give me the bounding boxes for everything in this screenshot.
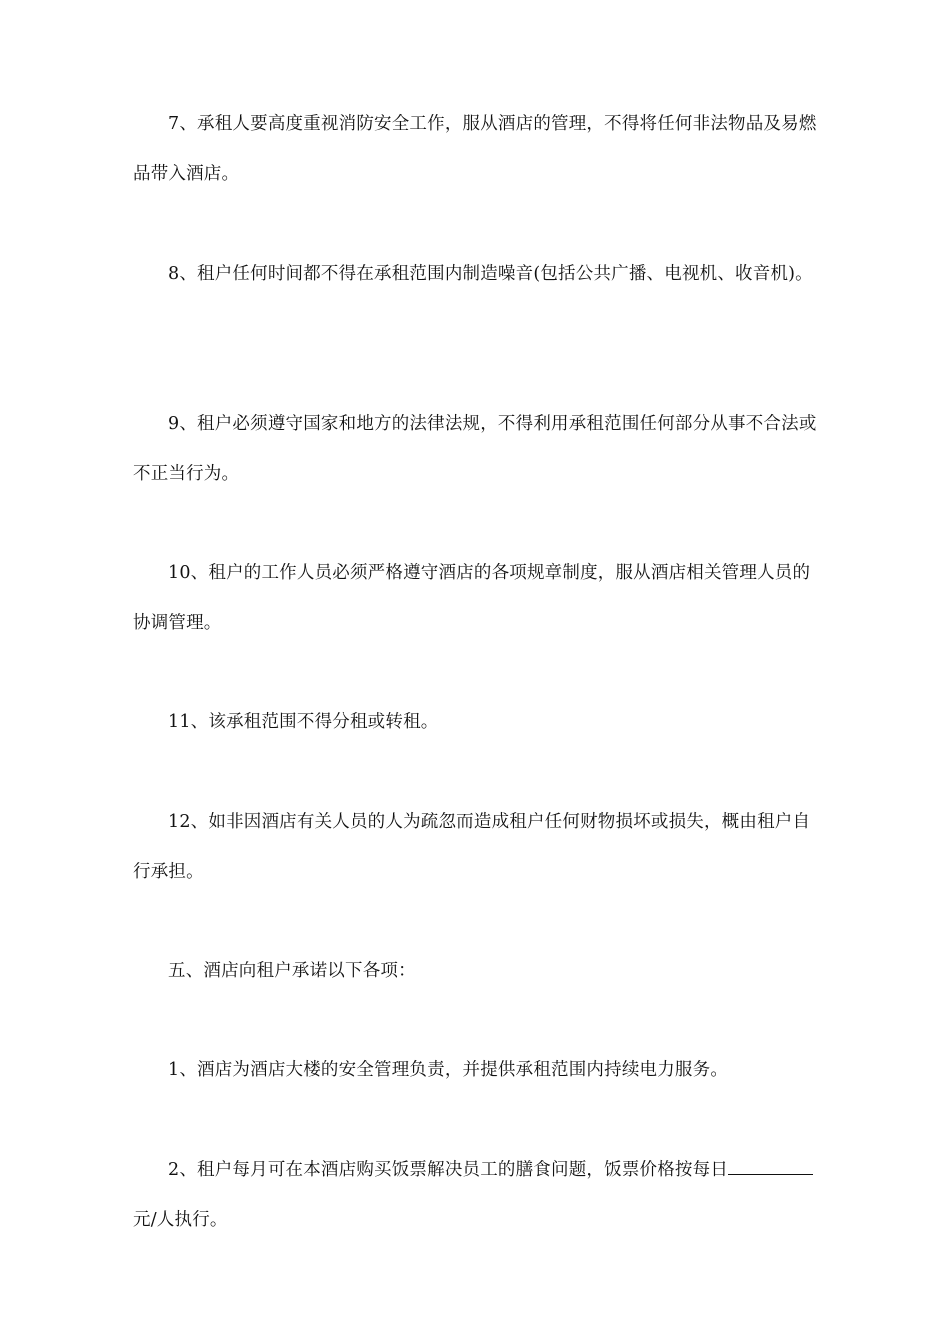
section-heading-five: 五、酒店向租户承诺以下各项： <box>168 961 416 981</box>
commitment-2-text: 2、租户每月可在本酒店购买饭票解决员工的膳食问题，饭票价格按每日 <box>168 1160 729 1180</box>
clause-12: 12、如非因酒店有关人员的人为疏忽而造成租户任何财物损坏或损失，概由租户自行承担。 <box>133 812 811 882</box>
clause-10: 10、租户的工作人员必须严格遵守酒店的各项规章制度，服从酒店相关管理人员的协调管理。 <box>133 563 811 633</box>
price-blank-line-continued <box>771 1157 813 1175</box>
clause-9: 9、租户必须遵守国家和地方的法律法规，不得利用承租范围任何部分从事不合法或不正当行为。 <box>133 414 817 484</box>
commitment-1: 1、酒店为酒店大楼的安全管理负责，并提供承租范围内持续电力服务。 <box>168 1060 729 1080</box>
commitment-2 <box>133 1145 823 1245</box>
clause-7: 7、承租人要高度重视消防安全工作，服从酒店的管理，不得将任何非法物品及易燃品带入酒店。 <box>133 114 817 184</box>
commitment-2-unit: 元/人执行。 <box>133 1210 228 1230</box>
clause-8: 8、租户任何时间都不得在承租范围内制造噪音(包括公共广播、电视机、收音机)。 <box>168 264 813 284</box>
clause-11: 11、该承租范围不得分租或转租。 <box>168 712 439 732</box>
price-blank-line <box>728 1157 771 1175</box>
